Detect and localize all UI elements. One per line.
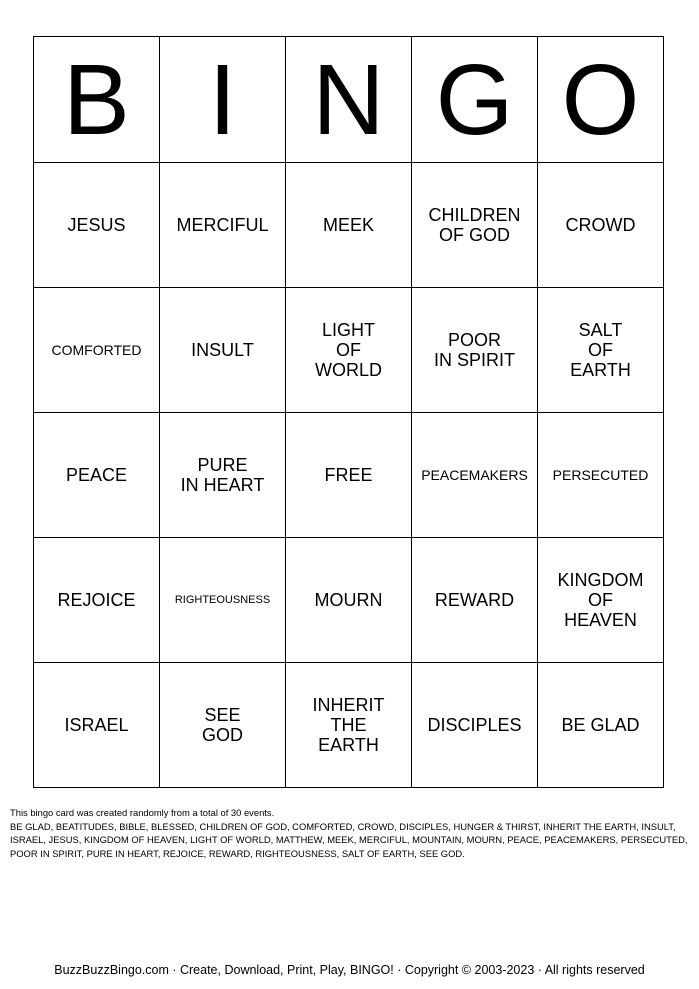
- bingo-header-row: [34, 37, 664, 163]
- bingo-cell: REWARD: [412, 538, 538, 663]
- header-letter-g: G: [412, 37, 538, 163]
- notes-intro: This bingo card was created randomly from a total of 30 events.: [10, 807, 275, 818]
- bingo-cell: MERCIFUL: [160, 163, 286, 288]
- bingo-row-4: [34, 538, 664, 663]
- bingo-cell: RIGHTEOUSNESS: [160, 538, 286, 663]
- bingo-cell: LIGHT OF WORLD: [286, 288, 412, 413]
- header-letter-n: N: [286, 37, 412, 163]
- bingo-cell: PERSECUTED: [538, 413, 664, 538]
- bingo-cell: KINGDOM OF HEAVEN: [538, 538, 664, 663]
- header-letter-o: O: [538, 37, 664, 163]
- bingo-cell: SALT OF EARTH: [538, 288, 664, 413]
- bingo-cell: SEE GOD: [160, 663, 286, 788]
- notes-event-list: BE GLAD, BEATITUDES, BIBLE, BLESSED, CHILDREN OF GOD, COMFORTED, CROWD, DISCIPLES, HUNGER & THIRST, INHERIT THE EARTH, INSULT, ISRAEL, JESUS, KINGDOM OF HEAVEN, LIGHT OF WORLD, MATTHEW, MEEK, MERCIFUL, MOUNTAIN, MOURN, PEACE, PEACEMAKERS, PERSECUTED, POOR IN SPIRIT, PURE IN HEART, REJOICE, REWARD, RIGHTEOUSNESS, SALT OF EARTH, SEE GOD.: [10, 820, 688, 859]
- bingo-cell: DISCIPLES: [412, 663, 538, 788]
- header-letter-b: B: [34, 37, 160, 163]
- bingo-row-1: [34, 163, 664, 288]
- bingo-cell: MOURN: [286, 538, 412, 663]
- bingo-row-3: [34, 413, 664, 538]
- bingo-card: [33, 36, 664, 788]
- bingo-row-2: [34, 288, 664, 413]
- bingo-cell: COMFORTED: [34, 288, 160, 413]
- header-letter-i: I: [160, 37, 286, 163]
- bingo-cell: CHILDREN OF GOD: [412, 163, 538, 288]
- page-footer: BuzzBuzzBingo.com · Create, Download, Print, Play, BINGO! · Copyright © 2003-2023 · All rights reserved: [54, 963, 645, 977]
- bingo-cell: BE GLAD: [538, 663, 664, 788]
- bingo-cell: CROWD: [538, 163, 664, 288]
- bingo-cell: POOR IN SPIRIT: [412, 288, 538, 413]
- bingo-cell: FREE: [286, 413, 412, 538]
- bingo-cell: JESUS: [34, 163, 160, 288]
- bingo-cell: INHERIT THE EARTH: [286, 663, 412, 788]
- card-notes: [10, 806, 690, 860]
- bingo-cell: PEACE: [34, 413, 160, 538]
- bingo-cell: ISRAEL: [34, 663, 160, 788]
- bingo-cell: PURE IN HEART: [160, 413, 286, 538]
- bingo-row-5: [34, 663, 664, 788]
- bingo-cell: MEEK: [286, 163, 412, 288]
- bingo-cell: INSULT: [160, 288, 286, 413]
- bingo-cell: PEACEMAKERS: [412, 413, 538, 538]
- bingo-cell: REJOICE: [34, 538, 160, 663]
